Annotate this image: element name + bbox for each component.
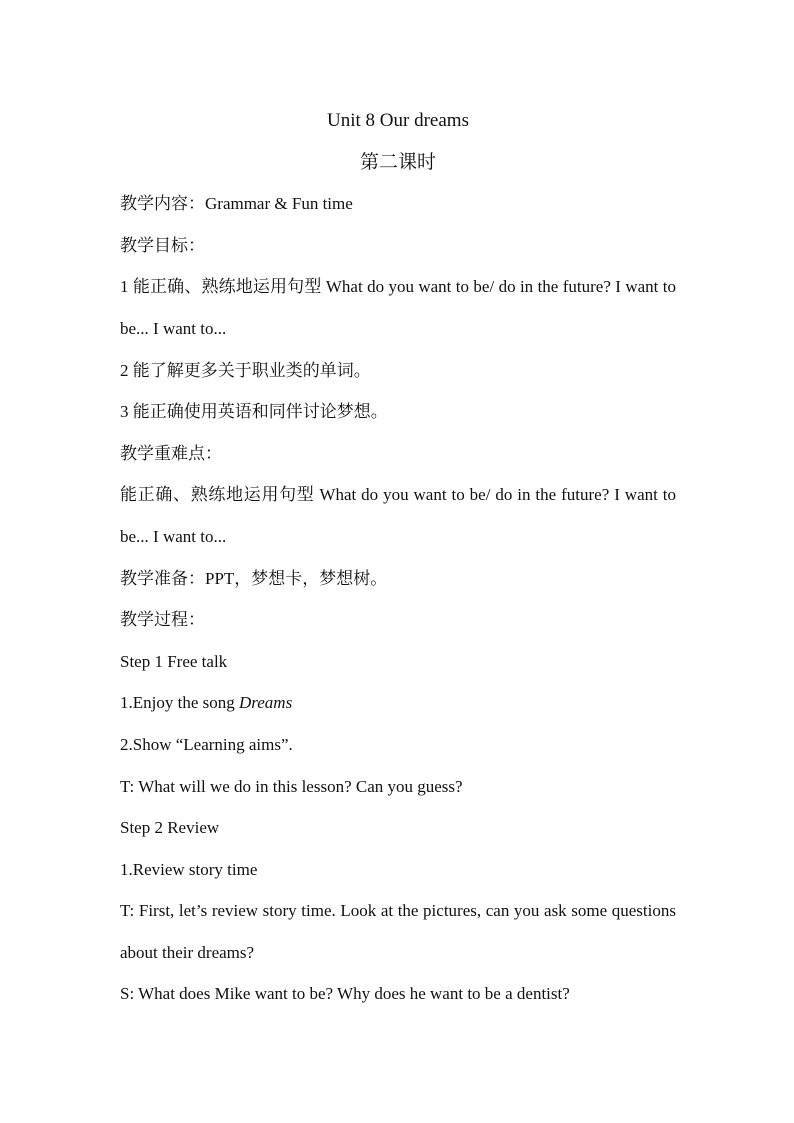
step-2-heading: Step 2 Review (120, 818, 220, 838)
teaching-preparation: 教学准备：PPT，梦想卡，梦想树。 (120, 568, 388, 588)
step-1-item-1 (120, 682, 676, 724)
song-title: Dreams (239, 693, 293, 713)
key-points-label: 教学重难点： (120, 443, 222, 463)
step-2-teacher-question: T: First, let’s review story time. Look at the pictures, can you ask some questions about their dreams? (120, 901, 676, 962)
step-1-teacher-question: T: What will we do in this lesson? Can you guess? (120, 776, 463, 796)
step-2-student-answer: S: What does Mike want to be? Why does he want to be a dentist? (120, 984, 570, 1004)
objective-1: 1 能正确、熟练地运用句型 What do you want to be/ do in the future? I want to be... I want to... (120, 277, 676, 338)
lesson-number: 第二课时 (359, 151, 436, 173)
document-title: Unit 8 Our dreams (327, 110, 469, 131)
objectives-label: 教学目标： (120, 235, 205, 255)
document-body (120, 100, 676, 1015)
step-1-heading: Step 1 Free talk (120, 651, 228, 671)
objective-2: 2 能了解更多关于职业类的单词。 (120, 360, 371, 380)
step-2-item-1: 1.Review story time (120, 859, 258, 879)
key-points-text: 能正确、熟练地运用句型 What do you want to be/ do in the future? I want to be... I want to... (120, 485, 676, 546)
step-1-item-1-text: 1.Enjoy the song (120, 693, 239, 713)
step-1-item-2: 2.Show “Learning aims”. (120, 734, 293, 754)
teaching-content: 教学内容：Grammar & Fun time (120, 194, 353, 214)
process-label: 教学过程： (120, 610, 205, 630)
objective-3: 3 能正确使用英语和同伴讨论梦想。 (120, 402, 388, 422)
